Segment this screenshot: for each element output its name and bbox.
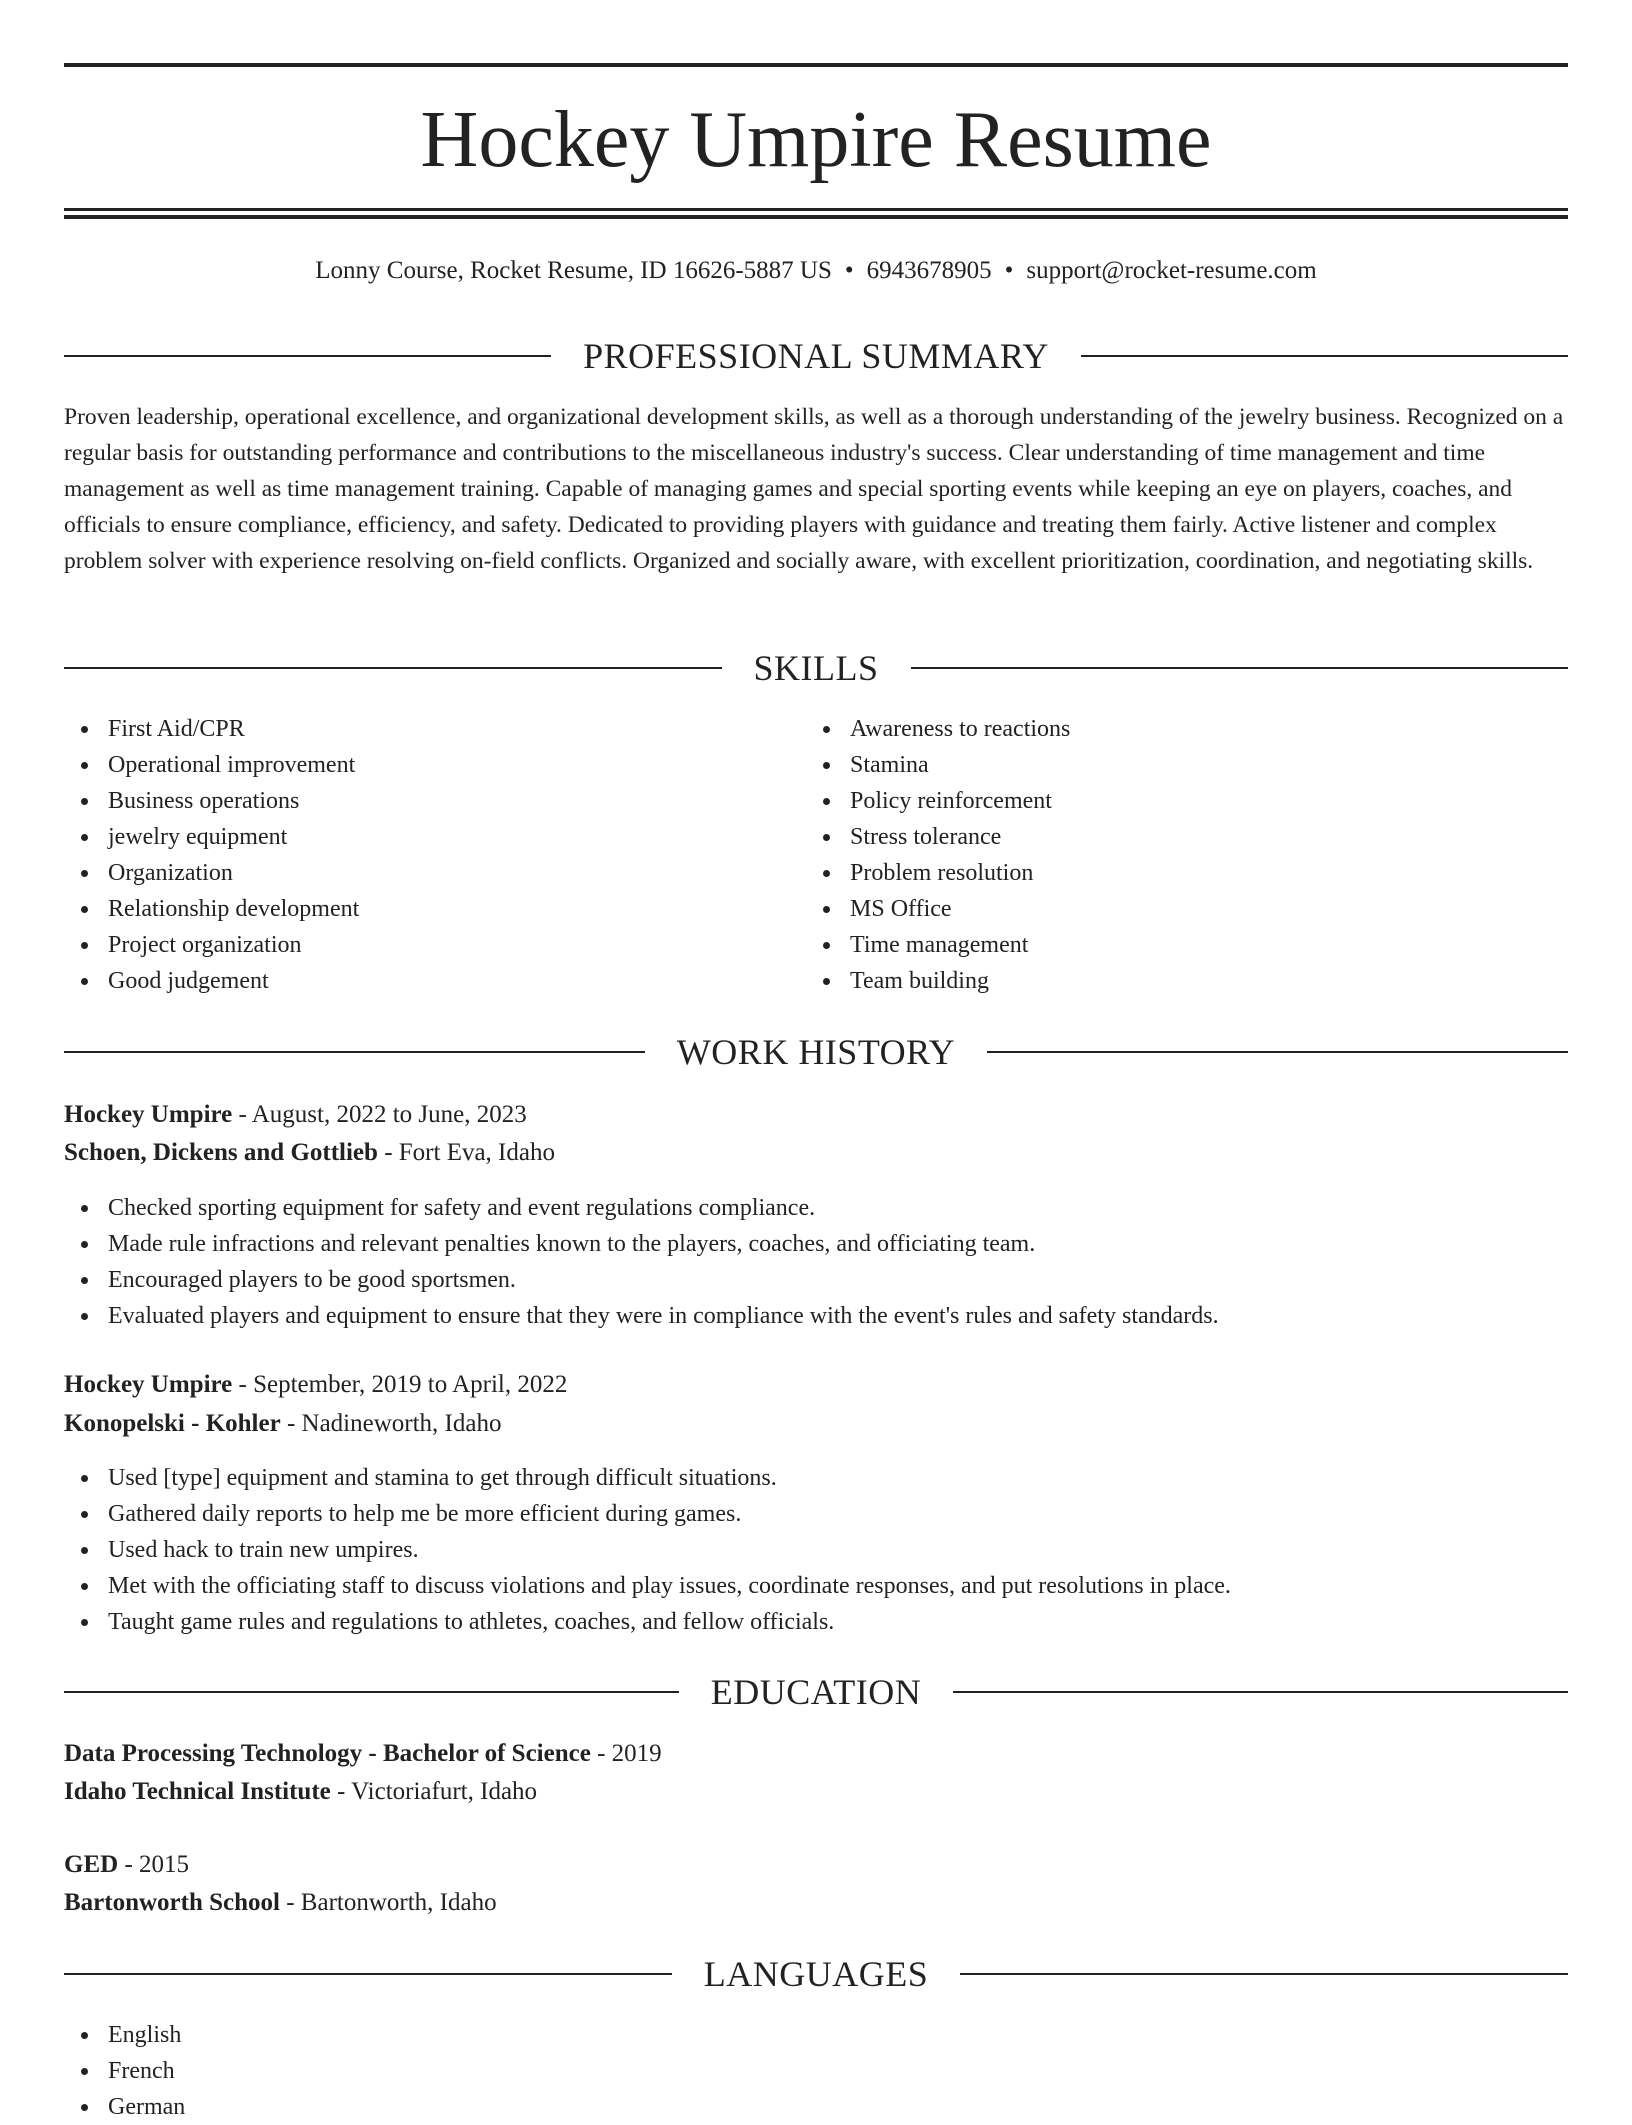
contact-separator: • — [844, 257, 854, 284]
skill-item: Project organization — [64, 927, 359, 963]
section-rule — [987, 1051, 1568, 1053]
language-item: German — [64, 2089, 185, 2125]
education-degree-line — [64, 1846, 1568, 1884]
section-rule — [64, 1691, 679, 1693]
job-bullet: Checked sporting equipment for safety and event regulations compliance. — [64, 1190, 1219, 1226]
section-header-work — [64, 1032, 1568, 1072]
job-bullets — [64, 1460, 1231, 1640]
contact-phone: 6943678905 — [866, 257, 992, 284]
skill-item: Problem resolution — [806, 855, 1070, 891]
skill-item: Stamina — [806, 747, 1070, 783]
education-school-line — [64, 1884, 1568, 1922]
education-degree-line — [64, 1735, 1568, 1773]
skills-list-left — [64, 711, 359, 999]
header-rule-thin — [64, 208, 1568, 211]
skill-item: Time management — [806, 927, 1070, 963]
section-header-skills — [64, 648, 1568, 688]
job-dates: - September, 2019 to April, 2022 — [232, 1371, 568, 1398]
skill-item: Business operations — [64, 783, 359, 819]
skill-item: jewelry equipment — [64, 819, 359, 855]
contact-address: Lonny Course, Rocket Resume, ID 16626-5887 US — [315, 257, 832, 284]
job-title-line — [64, 1366, 1568, 1404]
skills-list-right — [806, 711, 1070, 999]
resume-title: Hockey Umpire Resume — [420, 96, 1212, 184]
section-title-work: WORK HISTORY — [676, 1032, 956, 1072]
job-bullet: Used [type] equipment and stamina to get through difficult situations. — [64, 1460, 1231, 1496]
education-year: - 2019 — [590, 1740, 662, 1767]
job-bullet: Encouraged players to be good sportsmen. — [64, 1262, 1219, 1298]
skill-item: Good judgement — [64, 963, 359, 999]
section-header-education — [64, 1672, 1568, 1712]
skill-item: Awareness to reactions — [806, 711, 1070, 747]
job-bullet: Met with the officiating staff to discuss violations and play issues, coordinate responses, and put resolutions in place. — [64, 1568, 1231, 1604]
section-rule — [953, 1691, 1568, 1693]
section-title-education: EDUCATION — [710, 1672, 922, 1712]
education-school: Bartonworth School — [64, 1889, 280, 1916]
skill-item: Team building — [806, 963, 1070, 999]
job-bullet: Gathered daily reports to help me be more efficient during games. — [64, 1496, 1231, 1532]
job-bullets — [64, 1190, 1219, 1334]
section-title-summary: PROFESSIONAL SUMMARY — [583, 336, 1049, 376]
job-title: Hockey Umpire — [64, 1371, 233, 1398]
section-header-languages — [64, 1954, 1568, 1994]
job-company: Schoen, Dickens and Gottlieb — [64, 1139, 378, 1166]
education-degree: Data Processing Technology - Bachelor of Science — [64, 1740, 591, 1767]
section-rule — [1081, 355, 1568, 357]
language-item: French — [64, 2053, 185, 2089]
skill-item: Policy reinforcement — [806, 783, 1070, 819]
section-title-languages: LANGUAGES — [703, 1954, 929, 1994]
education-school-line — [64, 1773, 1568, 1811]
job-bullet: Made rule infractions and relevant penalties known to the players, coaches, and officiating team. — [64, 1226, 1219, 1262]
job-bullet: Used hack to train new umpires. — [64, 1532, 1231, 1568]
contact-line — [64, 254, 1568, 288]
section-rule — [64, 1051, 645, 1053]
contact-email: support@rocket-resume.com — [1026, 257, 1317, 284]
contact-separator: • — [1004, 257, 1014, 284]
job-title: Hockey Umpire — [64, 1101, 233, 1128]
job-title-line — [64, 1096, 1568, 1134]
section-rule — [911, 667, 1569, 669]
job-location: - Nadineworth, Idaho — [280, 1410, 502, 1437]
section-rule — [64, 667, 722, 669]
job-bullet: Taught game rules and regulations to athletes, coaches, and fellow officials. — [64, 1604, 1231, 1640]
languages-list — [64, 2017, 185, 2125]
skill-item: MS Office — [806, 891, 1070, 927]
skill-item: First Aid/CPR — [64, 711, 359, 747]
skill-item: Organization — [64, 855, 359, 891]
education-year: - 2015 — [118, 1851, 190, 1878]
job-company-line — [64, 1134, 1568, 1172]
skill-item: Relationship development — [64, 891, 359, 927]
education-school: Idaho Technical Institute — [64, 1778, 331, 1805]
job-location: - Fort Eva, Idaho — [377, 1139, 555, 1166]
section-header-summary — [64, 336, 1568, 376]
education-location: - Victoriafurt, Idaho — [330, 1778, 538, 1805]
education-location: - Bartonworth, Idaho — [279, 1889, 497, 1916]
summary-text: Proven leadership, operational excellence, and organizational development skills, as well as a thorough understanding of the jewelry business. Recognized on a regular basis for outstanding performance and contributions to the miscellaneous industry's success. Clear understanding of time management and time management as well as time management training. Capable of managing games and special sporting events while keeping an eye on players, coaches, and officials to ensure compliance, efficiency, and safety. Dedicated to providing players with guidance and treating them fairly. Active listener and complex problem solver with experience resolving on-field conflicts. Organized and socially aware, with excellent prioritization, coordination, and negotiating skills. — [64, 404, 1564, 574]
section-title-skills: SKILLS — [753, 648, 879, 688]
skill-item: Operational improvement — [64, 747, 359, 783]
header-rule-thick — [64, 215, 1568, 219]
header-top-rule — [64, 63, 1568, 67]
job-bullet: Evaluated players and equipment to ensure that they were in compliance with the event's rules and safety standards. — [64, 1298, 1219, 1334]
skill-item: Stress tolerance — [806, 819, 1070, 855]
section-rule — [64, 355, 551, 357]
job-company: Konopelski - Kohler — [64, 1410, 281, 1437]
education-degree: GED — [64, 1851, 119, 1878]
job-dates: - August, 2022 to June, 2023 — [232, 1101, 527, 1128]
language-item: English — [64, 2017, 185, 2053]
section-rule — [64, 1973, 672, 1975]
job-company-line — [64, 1405, 1568, 1443]
section-rule — [960, 1973, 1568, 1975]
